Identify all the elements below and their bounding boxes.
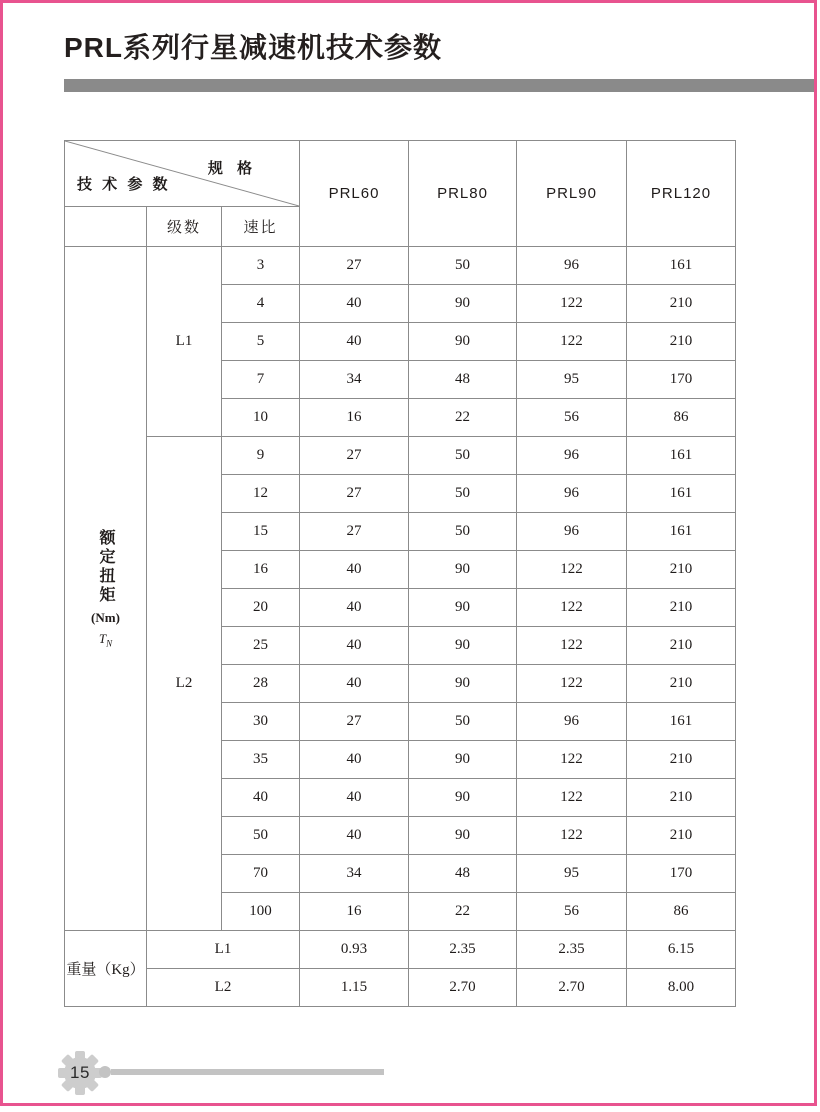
ratio-cell: 7: [222, 361, 300, 399]
value-cell: 96: [517, 475, 627, 513]
value-cell: 50: [409, 247, 517, 285]
ratio-cell: 4: [222, 285, 300, 323]
ratio-cell: 50: [222, 817, 300, 855]
value-cell: 122: [517, 589, 627, 627]
table-header-row: [65, 141, 736, 207]
ratio-cell: 30: [222, 703, 300, 741]
value-cell: 95: [517, 855, 627, 893]
table-row: [65, 247, 736, 285]
weight-value-cell: 2.70: [409, 969, 517, 1007]
value-cell: 56: [517, 399, 627, 437]
corner-label-spec: 规 格: [207, 160, 258, 177]
value-cell: 40: [300, 665, 409, 703]
value-cell: 50: [409, 513, 517, 551]
value-cell: 210: [627, 323, 736, 361]
weight-value-cell: 2.35: [409, 931, 517, 969]
value-cell: 27: [300, 247, 409, 285]
value-cell: 40: [300, 285, 409, 323]
table-corner-cell: [65, 141, 300, 207]
weight-value-cell: 8.00: [627, 969, 736, 1007]
value-cell: 40: [300, 779, 409, 817]
value-cell: 22: [409, 399, 517, 437]
page-number-gear-badge: [58, 1051, 102, 1095]
value-cell: 40: [300, 323, 409, 361]
weight-value-cell: 6.15: [627, 931, 736, 969]
value-cell: 40: [300, 551, 409, 589]
ratio-cell: 16: [222, 551, 300, 589]
value-cell: 27: [300, 437, 409, 475]
value-cell: 96: [517, 247, 627, 285]
stage-cell-l2: L2: [147, 437, 222, 931]
value-cell: 50: [409, 703, 517, 741]
value-cell: 122: [517, 817, 627, 855]
torque-symbol: $T_N$: [98, 630, 113, 649]
value-cell: 90: [409, 627, 517, 665]
value-cell: 90: [409, 741, 517, 779]
title-underline-bar: [64, 79, 817, 92]
value-cell: 16: [300, 399, 409, 437]
ratio-cell: 15: [222, 513, 300, 551]
empty-subheader-cell: [65, 207, 147, 247]
value-cell: 122: [517, 551, 627, 589]
footer-dot: [99, 1066, 111, 1078]
weight-stage-cell-l2: L2: [147, 969, 300, 1007]
ratio-cell: 5: [222, 323, 300, 361]
table-row: [65, 437, 736, 475]
value-cell: 86: [627, 399, 736, 437]
torque-label-vertical: 额定扭矩: [97, 528, 114, 605]
weight-stage-cell-l1: L1: [147, 931, 300, 969]
table-row: [65, 931, 736, 969]
torque-unit: (Nm): [91, 609, 120, 625]
weight-value-cell: 2.35: [517, 931, 627, 969]
value-cell: 96: [517, 437, 627, 475]
value-cell: 56: [517, 893, 627, 931]
value-cell: 90: [409, 817, 517, 855]
ratio-cell: 10: [222, 399, 300, 437]
value-cell: 170: [627, 855, 736, 893]
ratio-cell: 12: [222, 475, 300, 513]
ratio-cell: 9: [222, 437, 300, 475]
value-cell: 161: [627, 513, 736, 551]
ratio-cell: 25: [222, 627, 300, 665]
table-row: [65, 969, 736, 1007]
value-cell: 48: [409, 855, 517, 893]
subheader-ratio: 速比: [222, 207, 300, 247]
value-cell: 161: [627, 475, 736, 513]
value-cell: 210: [627, 741, 736, 779]
footer-rule-line: [111, 1069, 384, 1075]
value-cell: 90: [409, 779, 517, 817]
subheader-stage: 级数: [147, 207, 222, 247]
weight-value-cell: 0.93: [300, 931, 409, 969]
stage-cell-l1: L1: [147, 247, 222, 437]
value-cell: 122: [517, 285, 627, 323]
value-cell: 22: [409, 893, 517, 931]
value-cell: 96: [517, 703, 627, 741]
value-cell: 40: [300, 589, 409, 627]
ratio-cell: 70: [222, 855, 300, 893]
value-cell: 86: [627, 893, 736, 931]
value-cell: 210: [627, 589, 736, 627]
value-cell: 210: [627, 779, 736, 817]
col-header-prl80: PRL80: [409, 141, 517, 247]
value-cell: 90: [409, 665, 517, 703]
value-cell: 90: [409, 589, 517, 627]
value-cell: 210: [627, 285, 736, 323]
spec-table: [64, 140, 736, 1007]
value-cell: 50: [409, 437, 517, 475]
value-cell: 50: [409, 475, 517, 513]
value-cell: 90: [409, 285, 517, 323]
weight-value-cell: 2.70: [517, 969, 627, 1007]
torque-label-cell: [65, 247, 147, 931]
col-header-prl120: PRL120: [627, 141, 736, 247]
value-cell: 170: [627, 361, 736, 399]
weight-value-cell: 1.15: [300, 969, 409, 1007]
ratio-cell: 100: [222, 893, 300, 931]
weight-label-cell: 重量（Kg）: [65, 931, 147, 1007]
value-cell: 210: [627, 817, 736, 855]
value-cell: 16: [300, 893, 409, 931]
value-cell: 161: [627, 247, 736, 285]
value-cell: 161: [627, 437, 736, 475]
value-cell: 27: [300, 703, 409, 741]
value-cell: 27: [300, 475, 409, 513]
value-cell: 122: [517, 627, 627, 665]
value-cell: 34: [300, 361, 409, 399]
col-header-prl60: PRL60: [300, 141, 409, 247]
value-cell: 40: [300, 817, 409, 855]
value-cell: 90: [409, 551, 517, 589]
value-cell: 210: [627, 627, 736, 665]
ratio-cell: 3: [222, 247, 300, 285]
value-cell: 210: [627, 551, 736, 589]
value-cell: 122: [517, 323, 627, 361]
page-title: PRL系列行星减速机技术参数: [64, 32, 443, 63]
value-cell: 122: [517, 665, 627, 703]
ratio-cell: 40: [222, 779, 300, 817]
value-cell: 122: [517, 741, 627, 779]
ratio-cell: 28: [222, 665, 300, 703]
value-cell: 34: [300, 855, 409, 893]
col-header-prl90: PRL90: [517, 141, 627, 247]
value-cell: 122: [517, 779, 627, 817]
ratio-cell: 35: [222, 741, 300, 779]
torque-label: [65, 529, 146, 649]
page-number: 15: [70, 1063, 90, 1082]
value-cell: 210: [627, 665, 736, 703]
value-cell: 40: [300, 741, 409, 779]
value-cell: 96: [517, 513, 627, 551]
value-cell: 40: [300, 627, 409, 665]
value-cell: 48: [409, 361, 517, 399]
value-cell: 90: [409, 323, 517, 361]
ratio-cell: 20: [222, 589, 300, 627]
value-cell: 27: [300, 513, 409, 551]
value-cell: 161: [627, 703, 736, 741]
corner-label-params: 技 术 参 数: [77, 176, 171, 193]
value-cell: 95: [517, 361, 627, 399]
